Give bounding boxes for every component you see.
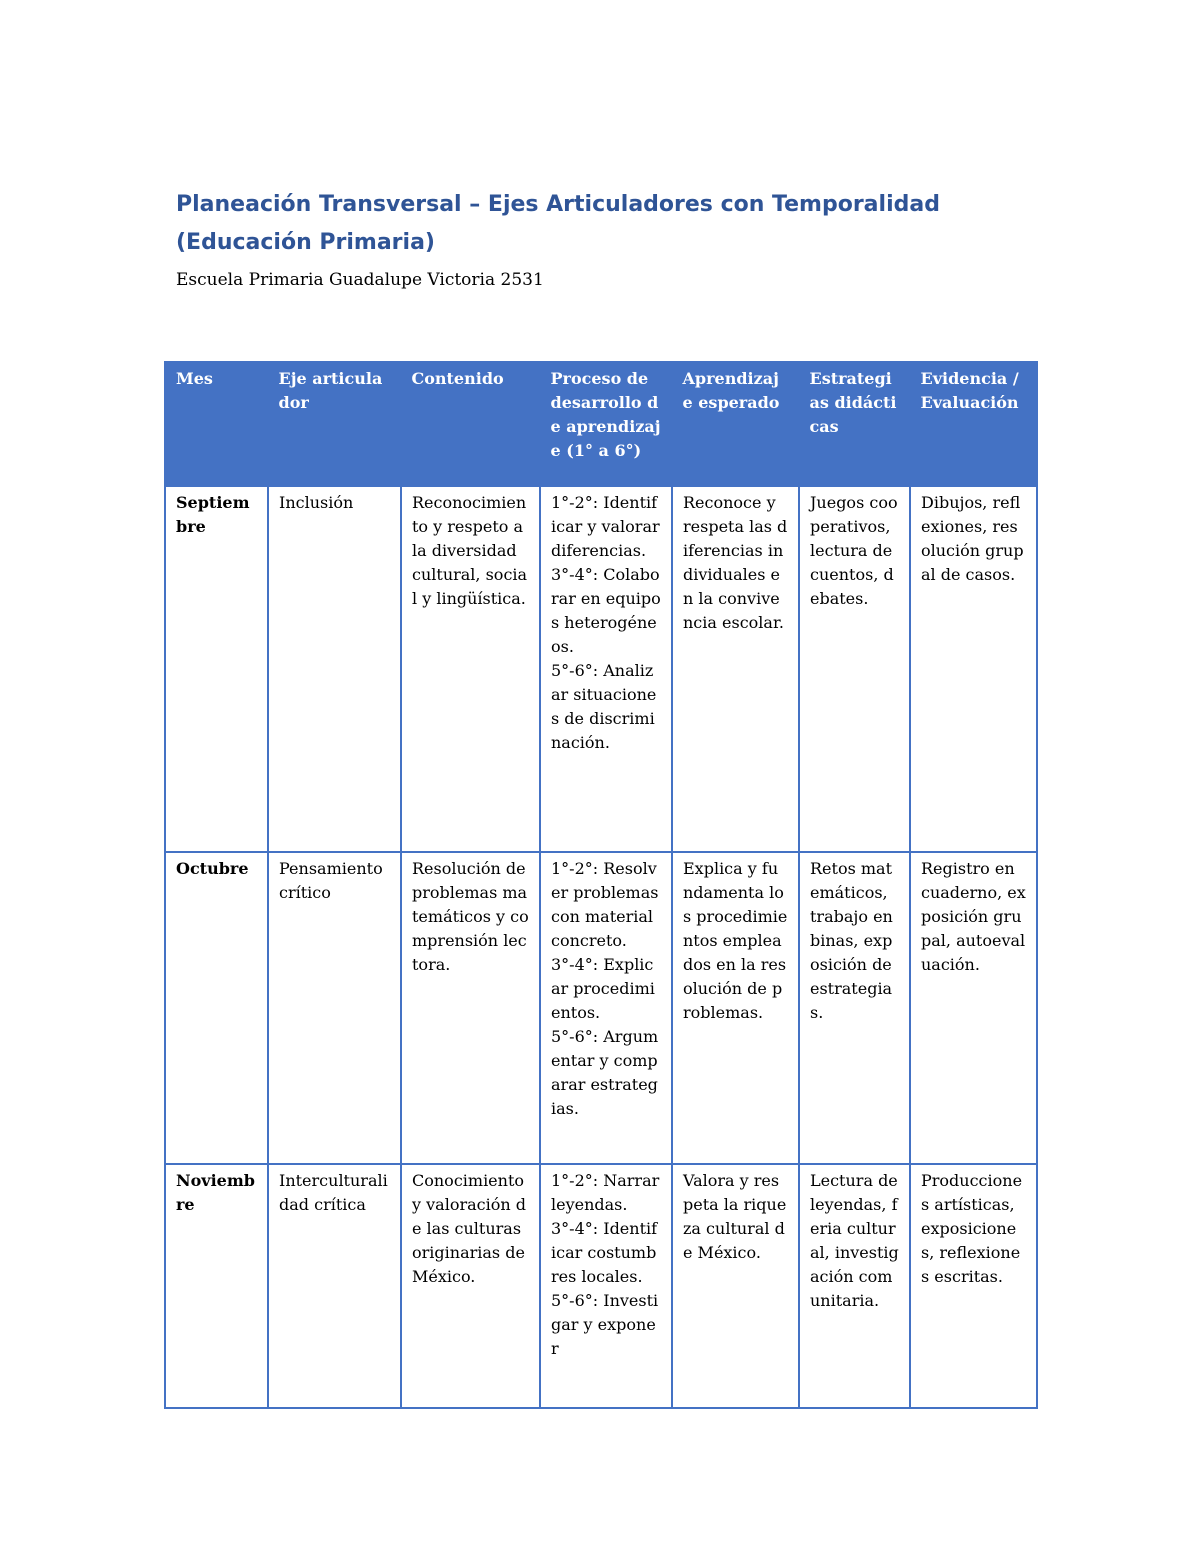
cell-mes: Noviembre	[165, 1164, 268, 1408]
cell-mes: Septiembre	[165, 486, 268, 852]
header-eje-articulador: Eje articulador	[268, 362, 401, 486]
cell-aprendizaje: Explica y fundamenta los procedimientos empleados en la resolución de problemas.	[672, 852, 799, 1164]
table-row	[165, 1164, 1037, 1408]
proceso-grade-1-2: 1°-2°: Resolver problemas con material concreto.	[551, 859, 659, 950]
proceso-grade-3-4: 3°-4°: Colaborar en equipos heterogéneos.	[551, 565, 661, 656]
proceso-grade-5-6: 5°-6°: Argumentar y comparar estrategias.	[551, 1027, 659, 1118]
cell-evidencia: Dibujos, reflexiones, resolución grupal de casos.	[910, 486, 1037, 852]
document-title: Planeación Transversal – Ejes Articuladores con Temporalidad (Educación Primaria)	[176, 192, 940, 255]
table-row	[165, 852, 1037, 1164]
proceso-grade-5-6: 5°-6°: Analizar situaciones de discriminación.	[551, 661, 657, 752]
school-name: Escuela Primaria Guadalupe Victoria 2531	[176, 270, 544, 290]
table-row	[165, 486, 1037, 852]
cell-estrategias: Juegos cooperativos, lectura de cuentos, debates.	[799, 486, 910, 852]
cell-eje: Pensamiento crítico	[268, 852, 401, 1164]
cell-eje: Inclusión	[268, 486, 401, 852]
cell-aprendizaje: Reconoce y respeta las diferencias individuales en la convivencia escolar.	[672, 486, 799, 852]
proceso-grade-3-4: 3°-4°: Identificar costumbres locales.	[551, 1219, 658, 1286]
header-estrategias: Estrategias didácticas	[799, 362, 910, 486]
cell-proceso	[540, 852, 672, 1164]
header-proceso: Proceso de desarrollo de aprendizaje (1° a 6°)	[540, 362, 672, 486]
header-evidencia: Evidencia / Evaluación	[910, 362, 1037, 486]
proceso-grade-5-6: 5°-6°: Investigar y exponer	[551, 1291, 659, 1358]
cell-proceso	[540, 486, 672, 852]
planning-table	[164, 361, 1038, 1409]
header-mes: Mes	[165, 362, 268, 486]
cell-contenido: Reconocimiento y respeto a la diversidad cultural, social y lingüística.	[401, 486, 540, 852]
cell-eje: Interculturalidad crítica	[268, 1164, 401, 1408]
cell-contenido: Resolución de problemas matemáticos y comprensión lectora.	[401, 852, 540, 1164]
proceso-grade-1-2: 1°-2°: Identificar y valorar diferencias.	[551, 493, 660, 560]
table-header-row	[165, 362, 1037, 486]
cell-evidencia: Producciones artísticas, exposiciones, reflexiones escritas.	[910, 1164, 1037, 1408]
proceso-grade-3-4: 3°-4°: Explicar procedimientos.	[551, 955, 655, 1022]
header-contenido: Contenido	[401, 362, 540, 486]
cell-evidencia: Registro en cuaderno, exposición grupal, autoevaluación.	[910, 852, 1037, 1164]
cell-aprendizaje: Valora y respeta la riqueza cultural de México.	[672, 1164, 799, 1408]
header-aprendizaje: Aprendizaje esperado	[672, 362, 799, 486]
cell-estrategias: Lectura de leyendas, feria cultural, investigación comunitaria.	[799, 1164, 910, 1408]
cell-proceso	[540, 1164, 672, 1408]
proceso-grade-1-2: 1°-2°: Narrar leyendas.	[551, 1171, 660, 1214]
cell-contenido: Conocimiento y valoración de las culturas originarias de México.	[401, 1164, 540, 1408]
cell-mes: Octubre	[165, 852, 268, 1164]
cell-estrategias: Retos matemáticos, trabajo en binas, exposición de estrategias.	[799, 852, 910, 1164]
